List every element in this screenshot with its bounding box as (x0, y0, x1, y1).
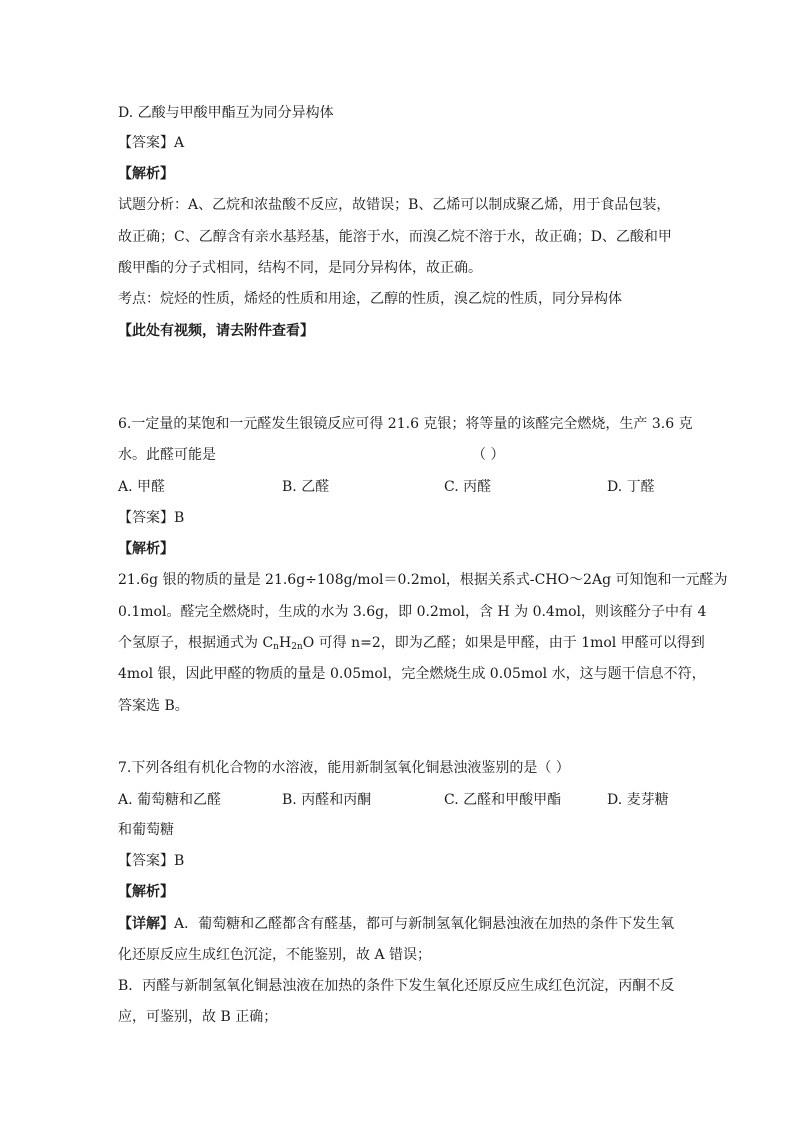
q5-video-note: 【此处有视频，请去附件查看】 (118, 323, 314, 339)
q7-option-d-continued: 和葡萄糖 (118, 822, 174, 838)
q6-analysis-line: 0.1mol。醛完全燃烧时，生成的水为 3.6g，即 0.2mol，含 H 为 0.4mol，则该醛分子中有 4 (118, 604, 707, 620)
q5-analysis-line: 酸甲酯的分子式相同，结构不同，是同分异构体，故正确。 (118, 260, 482, 276)
q7-detail-line: 应，可鉴别，故 B 正确； (118, 1009, 278, 1025)
q6-option-a: A. 甲醛 (118, 479, 166, 495)
q6-analysis-line: 21.6g 银的物质的量是 21.6g÷108g/mol＝0.2mol，根据关系式-CHO～2Ag 可知饱和一元醛为 (118, 572, 728, 588)
q7-option-d: D. 麦芽糖 (607, 792, 669, 808)
q6-stem-line: 6.一定量的某饱和一元醛发生银镜反应可得 21.6 克银；将等量的该醛完全燃烧，生产 3.6 克 (118, 416, 693, 432)
q5-analysis-line: 故正确；C、乙醇含有亲水基羟基，能溶于水，而溴乙烷不溶于水，故正确；D、乙酸和甲 (118, 229, 672, 245)
q6-analysis-line: 4mol 银，因此甲醛的物质的量是 0.05mol，完全燃烧生成 0.05mol 水，这与题干信息不符， (118, 666, 706, 682)
q7-option-c: C. 乙醛和甲酸甲酯 (444, 792, 562, 808)
q5-answer: 【答案】A (118, 135, 185, 151)
q7-option-a: A. 葡萄糖和乙醛 (118, 792, 222, 808)
q5-analysis-line: 试题分析：A、乙烷和浓盐酸不反应，故错误；B、乙烯可以制成聚乙烯，用于食品包装， (118, 197, 671, 213)
q7-detail-line: B．丙醛与新制氢氧化铜悬浊液在加热的条件下发生氧化还原反应生成红色沉淀，丙酮不反 (118, 978, 675, 994)
q6-answer: 【答案】B (118, 510, 185, 526)
q7-option-b: B. 丙醛和丙酮 (282, 792, 372, 808)
q7-analysis-label: 【解析】 (118, 884, 174, 900)
q5-option-d: D. 乙酸与甲酸甲酯互为同分异构体 (118, 105, 334, 121)
q6-formula-line: 个氢原子，根据通式为 $C_nH_{2n}O$ 可得 n=2，即为乙醛；如果是甲醛，由于 1mol 甲醛可以得到 (118, 635, 705, 652)
q7-answer: 【答案】B (118, 853, 185, 869)
q5-exam-point: 考点：烷烃的性质，烯烃的性质和用途，乙醇的性质，溴乙烷的性质，同分异构体 (118, 291, 622, 307)
q6-stem-line: 水。此醛可能是 (118, 447, 216, 463)
q7-detail-line: 【详解】A．葡萄糖和乙醛都含有醛基，都可与新制氢氧化铜悬浊液在加热的条件下发生氧 (118, 916, 675, 932)
q7-detail-label: 【详解】 (118, 916, 174, 932)
q7-detail-line: 化还原反应生成红色沉淀，不能鉴别，故 A 错误； (118, 947, 432, 963)
q7-stem: 7.下列各组有机化合物的水溶液，能用新制氢氧化铜悬浊液鉴别的是（ ） (118, 760, 570, 776)
q6-answer-bracket: （ ） (472, 447, 505, 463)
q6-option-b: B. 乙醛 (282, 479, 330, 495)
q6-option-c: C. 丙醛 (444, 479, 492, 495)
q6-analysis-label: 【解析】 (118, 541, 174, 557)
q6-option-d: D. 丁醛 (607, 479, 655, 495)
q5-analysis-label: 【解析】 (118, 166, 174, 182)
q6-analysis-line: 答案选 B。 (118, 698, 189, 714)
